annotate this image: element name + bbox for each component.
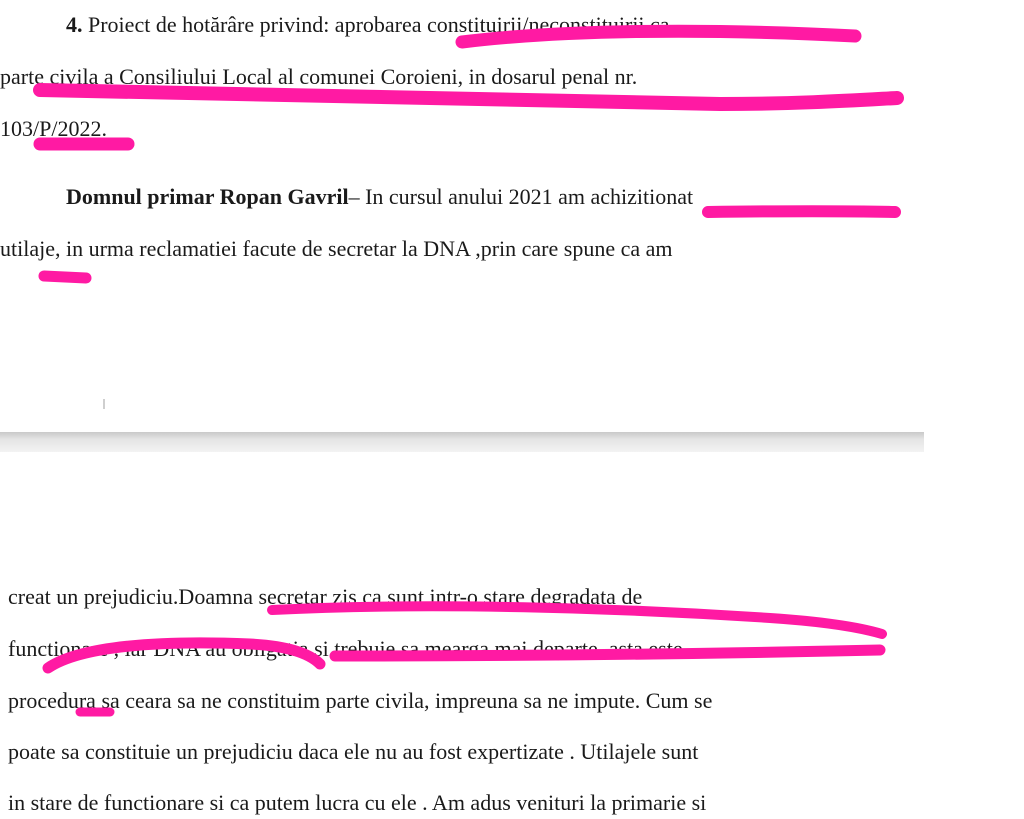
body-line-3 — [8, 686, 712, 716]
page-separator-margin — [924, 432, 1024, 452]
body-text-line-1: creat un prejudiciu.Doamna secretar zis ca sunt intr-o stare degradata de — [8, 584, 643, 609]
body-line-4 — [8, 737, 698, 767]
agenda-item-line-2 — [0, 62, 637, 92]
body-line-5 — [8, 788, 706, 818]
body-line-2 — [8, 634, 683, 664]
body-text-line-2: functionare , iar DNA au obligatia si trebuie sa mearga mai departe, asta este — [8, 636, 683, 661]
speaker-line-2 — [0, 234, 673, 264]
speaker-text-part-1: – In cursul anului 2021 am achizitionat — [348, 184, 694, 209]
scan-speck — [103, 399, 105, 409]
document-page-top — [0, 0, 924, 432]
speaker-name: Domnul primar Ropan Gavril — [66, 184, 349, 209]
agenda-item-title-part-2: parte civila a Consiliului Local al comunei Coroieni, in dosarul penal nr. — [0, 64, 638, 89]
agenda-item-number: 4. — [66, 12, 83, 37]
speaker-line-1 — [66, 182, 693, 212]
page-separator — [0, 432, 924, 452]
body-text-line-3: procedura sa ceara sa ne constituim parte civila, impreuna sa ne impute. Cum se — [8, 688, 713, 713]
body-line-1 — [8, 582, 642, 612]
body-text-line-5: in stare de functionare si ca putem lucra cu ele . Am adus venituri la primarie si — [8, 790, 707, 815]
document-page-bottom — [0, 452, 924, 819]
body-text-line-4: poate sa constituie un prejudiciu daca ele nu au fost expertizate . Utilajele sunt — [8, 739, 699, 764]
agenda-item-line-1 — [66, 10, 670, 40]
agenda-item-title-part-1: Proiect de hotărâre privind: aprobarea constituirii/neconstituirii ca — [88, 12, 670, 37]
speaker-text-part-2: utilaje, in urma reclamatiei facute de secretar la DNA ,prin care spune ca am — [0, 236, 673, 261]
agenda-item-line-3 — [0, 114, 107, 144]
case-number: 103/P/2022. — [0, 116, 107, 141]
